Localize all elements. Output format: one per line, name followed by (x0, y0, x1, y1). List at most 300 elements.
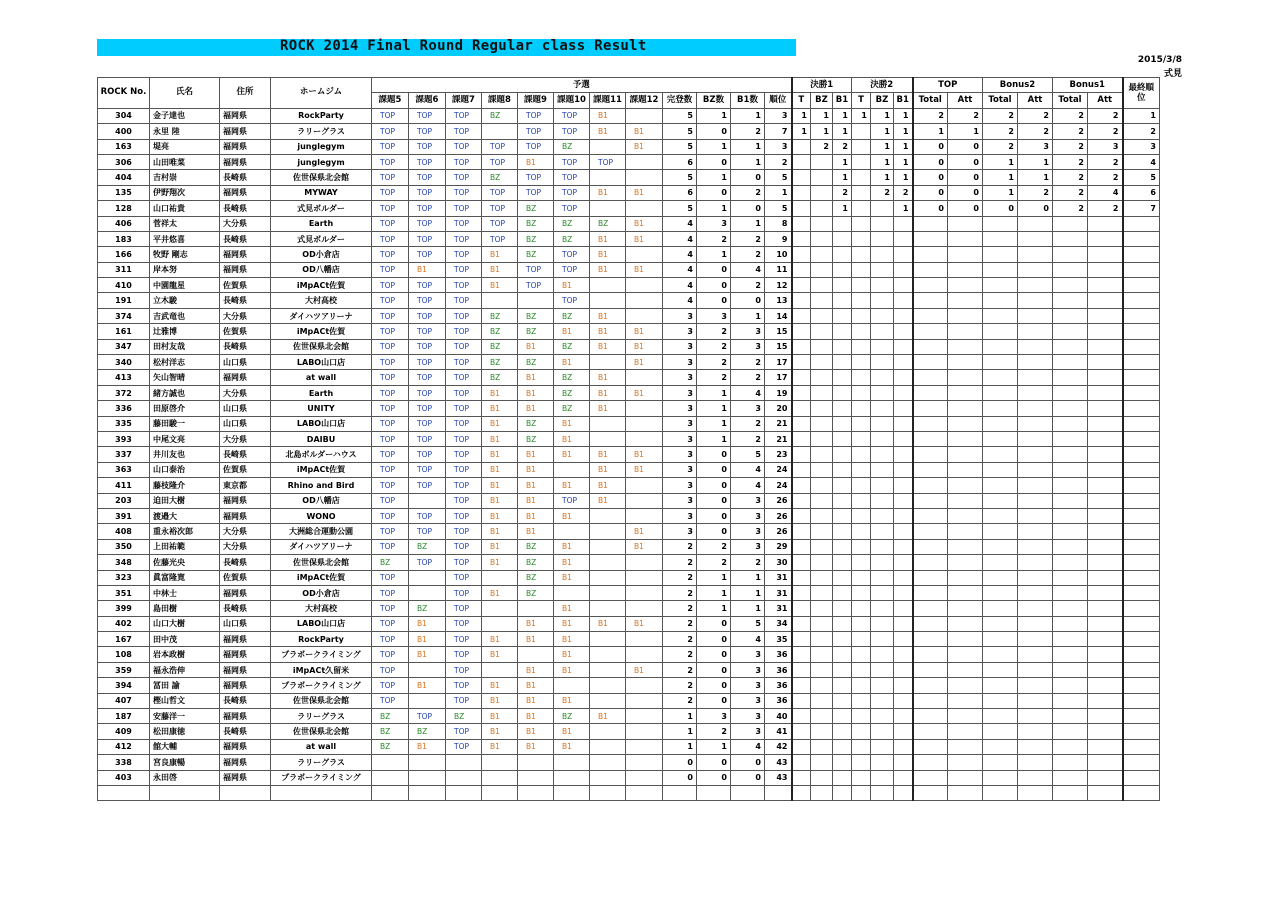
cell-f1-t (792, 201, 811, 216)
cell-b1-count: 3 (731, 647, 765, 662)
cell-problem-result: TOP (409, 108, 446, 123)
cell-f1-bz (811, 709, 833, 724)
cell-gym: ダイハツアリーナ (271, 308, 372, 323)
cell-rank: 7 (765, 124, 792, 139)
cell-problem-result (409, 770, 446, 785)
cell-rank: 5 (765, 170, 792, 185)
col-prelim: 予選 (372, 78, 792, 93)
cell-name: 吉村崇 (150, 170, 220, 185)
cell-final-rank (1123, 447, 1160, 462)
cell-completed: 2 (663, 539, 697, 554)
cell-f1-bz (811, 585, 833, 600)
table-row (98, 570, 1160, 585)
table-row (98, 370, 1160, 385)
cell-problem-result: TOP (372, 416, 409, 431)
cell-f1-b1 (833, 647, 852, 662)
cell-f2-bz (871, 262, 894, 277)
cell-f2-b1 (894, 293, 913, 308)
cell-top-total (913, 662, 948, 677)
cell-rank: 15 (765, 339, 792, 354)
cell-top-att: 0 (948, 201, 983, 216)
cell-problem-result: BZ (518, 555, 554, 570)
cell-empty (446, 785, 482, 800)
cell-f2-bz (871, 555, 894, 570)
cell-problem-result: BZ (518, 431, 554, 446)
cell-f2-b1: 1 (894, 124, 913, 139)
cell-problem-result: TOP (554, 247, 590, 262)
cell-rock-no: 183 (98, 231, 150, 246)
cell-name: 重永裕次郎 (150, 524, 220, 539)
cell-problem-result: B1 (518, 709, 554, 724)
col-top: TOP (913, 78, 983, 93)
cell-empty (590, 785, 626, 800)
cell-b2-att (1018, 447, 1053, 462)
cell-f2-b1 (894, 231, 913, 246)
cell-problem-result: B1 (626, 185, 663, 200)
cell-top-total (913, 693, 948, 708)
cell-b1-att (1088, 539, 1123, 554)
cell-f2-b1 (894, 709, 913, 724)
cell-problem-result (590, 693, 626, 708)
cell-bz-count: 0 (697, 508, 731, 523)
cell-b2-total (983, 724, 1018, 739)
cell-rank: 13 (765, 293, 792, 308)
cell-final-rank (1123, 555, 1160, 570)
cell-f1-t (792, 231, 811, 246)
cell-completed: 3 (663, 324, 697, 339)
cell-problem-result: TOP (372, 431, 409, 446)
cell-problem-result: B1 (554, 355, 590, 370)
cell-rock-no: 135 (98, 185, 150, 200)
cell-problem-result (518, 293, 554, 308)
cell-final-rank (1123, 647, 1160, 662)
cell-b1-count: 1 (731, 308, 765, 323)
cell-f2-t (852, 139, 871, 154)
cell-final-rank (1123, 493, 1160, 508)
cell-name: 金子達也 (150, 108, 220, 123)
cell-top-total (913, 632, 948, 647)
cell-pref: 福岡県 (220, 139, 271, 154)
cell-b1-att: 2 (1088, 154, 1123, 169)
cell-f2-b1: 1 (894, 139, 913, 154)
cell-b1-total (1053, 293, 1088, 308)
cell-top-att (948, 539, 983, 554)
col-bz-count: BZ数 (697, 93, 731, 108)
cell-problem-result: TOP (372, 508, 409, 523)
cell-problem-result (482, 124, 518, 139)
cell-bz-count: 1 (697, 416, 731, 431)
cell-b2-total (983, 385, 1018, 400)
col-final1: 決勝1 (792, 78, 852, 93)
cell-problem-result: TOP (446, 185, 482, 200)
col-problem: 課題10 (554, 93, 590, 108)
cell-f2-bz (871, 231, 894, 246)
cell-name: 田原啓介 (150, 401, 220, 416)
cell-empty (792, 785, 811, 800)
cell-top-total (913, 724, 948, 739)
cell-b1-att (1088, 247, 1123, 262)
cell-b1-count: 3 (731, 693, 765, 708)
cell-b2-total (983, 308, 1018, 323)
cell-f2-bz (871, 324, 894, 339)
cell-b2-att (1018, 401, 1053, 416)
cell-b2-att (1018, 616, 1053, 631)
cell-f1-b1 (833, 539, 852, 554)
cell-f1-t (792, 755, 811, 770)
cell-completed: 4 (663, 278, 697, 293)
cell-problem-result (518, 601, 554, 616)
cell-f1-b1 (833, 370, 852, 385)
cell-bz-count: 1 (697, 570, 731, 585)
cell-problem-result: B1 (482, 493, 518, 508)
cell-f1-t (792, 678, 811, 693)
cell-completed: 3 (663, 385, 697, 400)
cell-empty (554, 785, 590, 800)
cell-name: 松村洋志 (150, 355, 220, 370)
cell-b1-total (1053, 678, 1088, 693)
cell-f2-bz (871, 278, 894, 293)
cell-rock-no: 167 (98, 632, 150, 647)
cell-problem-result (626, 632, 663, 647)
cell-problem-result (590, 355, 626, 370)
cell-b1-count: 0 (731, 770, 765, 785)
cell-problem-result: TOP (409, 555, 446, 570)
cell-f2-b1 (894, 524, 913, 539)
cell-rock-no: 311 (98, 262, 150, 277)
cell-gym: LABO山口店 (271, 355, 372, 370)
cell-f1-t (792, 632, 811, 647)
event-date: 2015/3/8 (1137, 55, 1182, 65)
cell-name: 平井悠喜 (150, 231, 220, 246)
cell-name: 眞富隆寛 (150, 570, 220, 585)
cell-f2-bz (871, 370, 894, 385)
cell-name: 舘大輔 (150, 739, 220, 754)
cell-problem-result: TOP (372, 524, 409, 539)
cell-problem-result: TOP (409, 431, 446, 446)
cell-b2-total (983, 339, 1018, 354)
cell-b1-count: 5 (731, 447, 765, 462)
cell-b2-att (1018, 601, 1053, 616)
cell-rank: 24 (765, 478, 792, 493)
cell-problem-result (626, 601, 663, 616)
cell-b1-att (1088, 709, 1123, 724)
cell-f1-t (792, 339, 811, 354)
cell-final-rank: 5 (1123, 170, 1160, 185)
cell-f2-t (852, 247, 871, 262)
cell-bz-count: 1 (697, 201, 731, 216)
cell-problem-result: TOP (409, 170, 446, 185)
cell-problem-result: TOP (446, 262, 482, 277)
cell-problem-result: B1 (554, 570, 590, 585)
table-row (98, 416, 1160, 431)
cell-top-total: 0 (913, 170, 948, 185)
cell-problem-result: B1 (482, 739, 518, 754)
cell-problem-result: B1 (590, 370, 626, 385)
cell-problem-result: TOP (554, 493, 590, 508)
cell-empty (765, 785, 792, 800)
cell-b2-att (1018, 678, 1053, 693)
cell-problem-result (446, 755, 482, 770)
cell-b2-att (1018, 585, 1053, 600)
cell-f2-t (852, 693, 871, 708)
cell-problem-result: TOP (372, 678, 409, 693)
col-bonus1: Bonus1 (1053, 78, 1123, 93)
cell-b2-total (983, 262, 1018, 277)
cell-rank: 24 (765, 462, 792, 477)
cell-f1-b1 (833, 709, 852, 724)
cell-pref: 長崎県 (220, 555, 271, 570)
cell-problem-result: TOP (409, 324, 446, 339)
cell-problem-result: B1 (590, 262, 626, 277)
cell-f1-t (792, 524, 811, 539)
cell-problem-result: TOP (409, 293, 446, 308)
cell-problem-result: B1 (590, 124, 626, 139)
cell-final-rank (1123, 662, 1160, 677)
cell-f2-b1 (894, 647, 913, 662)
cell-b1-count: 1 (731, 601, 765, 616)
cell-rock-no: 306 (98, 154, 150, 169)
cell-top-att: 1 (948, 124, 983, 139)
cell-b1-total (1053, 339, 1088, 354)
cell-bz-count: 0 (697, 293, 731, 308)
cell-f2-t (852, 770, 871, 785)
cell-problem-result: B1 (554, 416, 590, 431)
cell-rank: 36 (765, 693, 792, 708)
cell-f2-t (852, 170, 871, 185)
cell-rank: 3 (765, 108, 792, 123)
cell-b2-att (1018, 278, 1053, 293)
cell-f2-b1 (894, 693, 913, 708)
cell-rank: 11 (765, 262, 792, 277)
cell-top-att (948, 401, 983, 416)
cell-top-att: 0 (948, 185, 983, 200)
cell-final-rank (1123, 262, 1160, 277)
cell-problem-result: B1 (590, 324, 626, 339)
cell-top-total (913, 478, 948, 493)
cell-bz-count: 3 (697, 709, 731, 724)
cell-b1-total (1053, 355, 1088, 370)
cell-top-att (948, 616, 983, 631)
cell-b1-count: 3 (731, 539, 765, 554)
cell-problem-result: B1 (626, 262, 663, 277)
cell-problem-result: BZ (590, 216, 626, 231)
cell-f2-t (852, 308, 871, 323)
cell-problem-result: BZ (518, 355, 554, 370)
cell-problem-result: TOP (372, 370, 409, 385)
col-pref: 住所 (220, 78, 271, 109)
cell-b1-att (1088, 693, 1123, 708)
cell-problem-result: B1 (554, 693, 590, 708)
cell-problem-result: B1 (554, 431, 590, 446)
cell-problem-result (554, 770, 590, 785)
cell-b2-att (1018, 570, 1053, 585)
cell-f1-bz (811, 339, 833, 354)
table-row (98, 508, 1160, 523)
cell-completed: 3 (663, 416, 697, 431)
cell-problem-result: TOP (446, 524, 482, 539)
cell-b1-total (1053, 524, 1088, 539)
cell-f2-t (852, 447, 871, 462)
cell-problem-result (482, 770, 518, 785)
cell-f2-t (852, 524, 871, 539)
cell-pref: 福岡県 (220, 770, 271, 785)
cell-f2-b1 (894, 585, 913, 600)
cell-b1-att (1088, 770, 1123, 785)
col-final-rank: 最終順位 (1123, 78, 1160, 109)
cell-b2-att (1018, 693, 1053, 708)
col-top-total: Total (913, 93, 948, 108)
cell-problem-result: TOP (446, 139, 482, 154)
cell-f1-t (792, 462, 811, 477)
cell-b1-total (1053, 539, 1088, 554)
table-row (98, 170, 1160, 185)
cell-b2-total (983, 293, 1018, 308)
cell-pref: 山口県 (220, 355, 271, 370)
cell-f1-b1 (833, 755, 852, 770)
cell-f1-bz (811, 431, 833, 446)
cell-bz-count: 2 (697, 339, 731, 354)
cell-top-total (913, 570, 948, 585)
cell-b1-att (1088, 632, 1123, 647)
cell-f1-t (792, 139, 811, 154)
cell-b1-total (1053, 231, 1088, 246)
cell-top-total (913, 216, 948, 231)
cell-problem-result: BZ (518, 324, 554, 339)
cell-empty (663, 785, 697, 800)
cell-problem-result: TOP (446, 493, 482, 508)
cell-empty (1123, 785, 1160, 800)
cell-final-rank (1123, 770, 1160, 785)
cell-f2-t (852, 493, 871, 508)
cell-pref: 福岡県 (220, 508, 271, 523)
cell-f2-b1: 1 (894, 201, 913, 216)
col-bonus2: Bonus2 (983, 78, 1053, 93)
cell-problem-result: TOP (446, 478, 482, 493)
cell-rank: 21 (765, 431, 792, 446)
cell-b1-count: 0 (731, 755, 765, 770)
cell-pref: 大分県 (220, 308, 271, 323)
cell-top-att (948, 262, 983, 277)
cell-problem-result: TOP (554, 108, 590, 123)
cell-problem-result: B1 (482, 693, 518, 708)
cell-gym: 佐世保県北会館 (271, 693, 372, 708)
cell-pref: 大分県 (220, 539, 271, 554)
cell-f1-t (792, 555, 811, 570)
cell-completed: 4 (663, 293, 697, 308)
cell-problem-result: BZ (482, 170, 518, 185)
cell-b2-total: 2 (983, 124, 1018, 139)
cell-f2-t (852, 570, 871, 585)
cell-rock-no: 393 (98, 431, 150, 446)
cell-rank: 20 (765, 401, 792, 416)
cell-f1-t (792, 709, 811, 724)
cell-f1-bz (811, 508, 833, 523)
cell-completed: 5 (663, 108, 697, 123)
cell-f1-t (792, 539, 811, 554)
cell-b1-count: 3 (731, 524, 765, 539)
cell-b2-total (983, 216, 1018, 231)
cell-gym: UNITY (271, 401, 372, 416)
cell-f2-bz (871, 616, 894, 631)
cell-empty (271, 785, 372, 800)
cell-bz-count: 0 (697, 647, 731, 662)
cell-problem-result: B1 (626, 385, 663, 400)
cell-b2-att (1018, 755, 1053, 770)
cell-pref: 福岡県 (220, 370, 271, 385)
cell-empty (913, 785, 948, 800)
cell-problem-result (626, 693, 663, 708)
cell-rock-no: 348 (98, 555, 150, 570)
cell-f1-b1 (833, 401, 852, 416)
cell-name: 矢山智晴 (150, 370, 220, 385)
cell-b1-att (1088, 493, 1123, 508)
cell-f1-b1: 2 (833, 185, 852, 200)
cell-problem-result: BZ (518, 539, 554, 554)
cell-rock-no: 408 (98, 524, 150, 539)
cell-f2-b1 (894, 739, 913, 754)
cell-b1-total (1053, 724, 1088, 739)
cell-f1-bz (811, 170, 833, 185)
cell-rock-no: 203 (98, 493, 150, 508)
cell-pref: 福岡県 (220, 124, 271, 139)
cell-top-total (913, 385, 948, 400)
cell-f1-bz (811, 370, 833, 385)
cell-problem-result: TOP (446, 247, 482, 262)
cell-f1-b1: 1 (833, 124, 852, 139)
cell-problem-result: TOP (372, 462, 409, 477)
cell-f2-b1 (894, 601, 913, 616)
cell-f2-b1 (894, 216, 913, 231)
cell-problem-result: BZ (554, 385, 590, 400)
cell-b1-att (1088, 447, 1123, 462)
cell-bz-count: 0 (697, 755, 731, 770)
cell-problem-result: TOP (518, 278, 554, 293)
cell-b1-count: 3 (731, 401, 765, 416)
cell-f2-bz (871, 524, 894, 539)
cell-f2-t (852, 616, 871, 631)
cell-problem-result: TOP (518, 139, 554, 154)
cell-rank: 36 (765, 678, 792, 693)
cell-empty (1018, 785, 1053, 800)
cell-f2-t: 1 (852, 108, 871, 123)
cell-b2-total (983, 616, 1018, 631)
cell-completed: 3 (663, 401, 697, 416)
cell-problem-result (626, 709, 663, 724)
cell-b2-total (983, 462, 1018, 477)
cell-problem-result: B1 (554, 739, 590, 754)
col-f2-t: T (852, 93, 871, 108)
cell-problem-result: B1 (590, 108, 626, 123)
cell-f2-bz (871, 308, 894, 323)
cell-problem-result: B1 (554, 539, 590, 554)
cell-b2-att: 1 (1018, 170, 1053, 185)
cell-gym: iMpACt佐賀 (271, 462, 372, 477)
cell-pref: 福岡県 (220, 739, 271, 754)
cell-top-att (948, 416, 983, 431)
cell-b1-total (1053, 370, 1088, 385)
cell-bz-count: 0 (697, 493, 731, 508)
cell-problem-result: TOP (409, 524, 446, 539)
cell-b1-count: 2 (731, 124, 765, 139)
cell-f2-b1 (894, 431, 913, 446)
cell-problem-result (482, 662, 518, 677)
cell-pref: 福岡県 (220, 709, 271, 724)
cell-empty (150, 785, 220, 800)
cell-f1-bz (811, 555, 833, 570)
cell-problem-result: B1 (590, 185, 626, 200)
cell-problem-result: B1 (590, 447, 626, 462)
cell-completed: 2 (663, 693, 697, 708)
